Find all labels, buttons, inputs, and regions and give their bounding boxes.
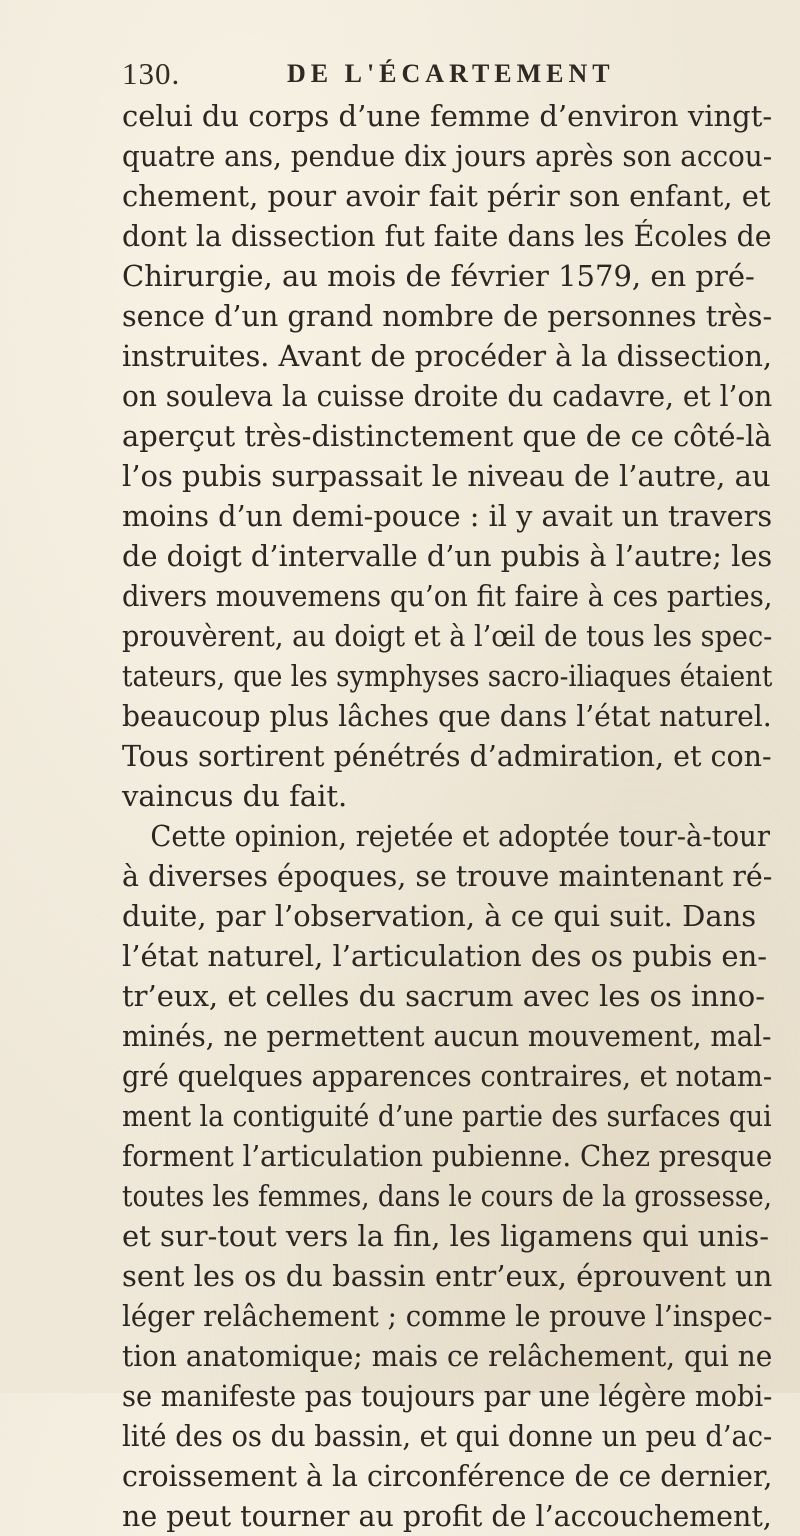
text-line: quatre ans, pendue dix jours après son accou- [122,139,773,173]
text-line: toutes les femmes, dans le cours de la grossesse, [122,1179,772,1213]
text-line: chement, pour avoir fait périr son enfant, et [122,179,771,213]
text-line: moins d’un demi-pouce : il y avait un travers [122,499,773,533]
running-title: DE L'ÉCARTEMENT [287,59,615,88]
text-line: dont la dissection fut faite dans les Écoles de [122,219,772,253]
text-line: léger relâchement ; comme le prouve l’inspec- [122,1299,773,1333]
text-line: minés, ne permettent aucun mouvement, mal- [122,1019,772,1053]
page-number: 130. [122,56,181,91]
text-line: vaincus du fait. [122,779,348,813]
text-line: instruites. Avant de procéder à la dissection, [122,339,773,373]
text-line: l’os pubis surpassait le niveau de l’autre, au [122,459,771,493]
text-line: sent les os du bassin entr’eux, éprouvent un [122,1259,773,1293]
text-line: forment l’articulation pubienne. Chez presque [122,1139,773,1173]
text-line: lité des os du bassin, et qui donne un peu d’ac- [122,1419,773,1453]
text-line: et sur-tout vers la fin, les ligamens qui unis- [122,1219,770,1253]
text-line: beaucoup plus lâches que dans l’état naturel. [122,699,772,733]
text-line: sence d’un grand nombre de personnes très- [122,299,773,333]
text-line: se manifeste pas toujours par une légère mobi- [122,1379,773,1413]
text-line: Chirurgie, au mois de février 1579, en pré- [122,259,755,293]
text-line: aperçut très-distinctement que de ce côté-là [122,419,772,453]
text-line: ne peut tourner au profit de l’accouchement, [122,1499,772,1533]
text-line: tion anatomique; mais ce relâchement, qui ne [122,1339,773,1373]
text-line: divers mouvemens qu’on fit faire à ces parties, [122,579,773,613]
text-line: tr’eux, et celles du sacrum avec les os inno- [122,979,766,1013]
text-line: prouvèrent, au doigt et à l’œil de tous les spec- [122,619,773,653]
text-line: ment la contiguité d’une partie des surfaces qui [122,1099,772,1133]
text-line: gré quelques apparences contraires, et notam- [122,1059,773,1093]
text-line: celui du corps d’une femme d’environ vingt- [122,99,773,133]
paragraph-start-line: Cette opinion, rejetée et adoptée tour-à-tour [150,819,770,853]
running-head [122,56,742,96]
text-line: de doigt d’intervalle d’un pubis à l’autre; les [122,539,773,573]
text-line: croissement à la circonférence de ce dernier, [122,1459,773,1493]
text-line: tateurs, que les symphyses sacro-iliaques étaient [122,659,773,693]
body-text [122,96,772,1536]
text-line: l’état naturel, l’articulation des os pubis en- [122,939,768,973]
text-line: à diverses époques, se trouve maintenant ré- [122,859,773,893]
text-line: on souleva la cuisse droite du cadavre, et l’on [122,379,773,413]
text-line: Tous sortirent pénétrés d’admiration, et con- [122,739,772,773]
text-line: duite, par l’observation, à ce qui suit. Dans [122,899,757,933]
